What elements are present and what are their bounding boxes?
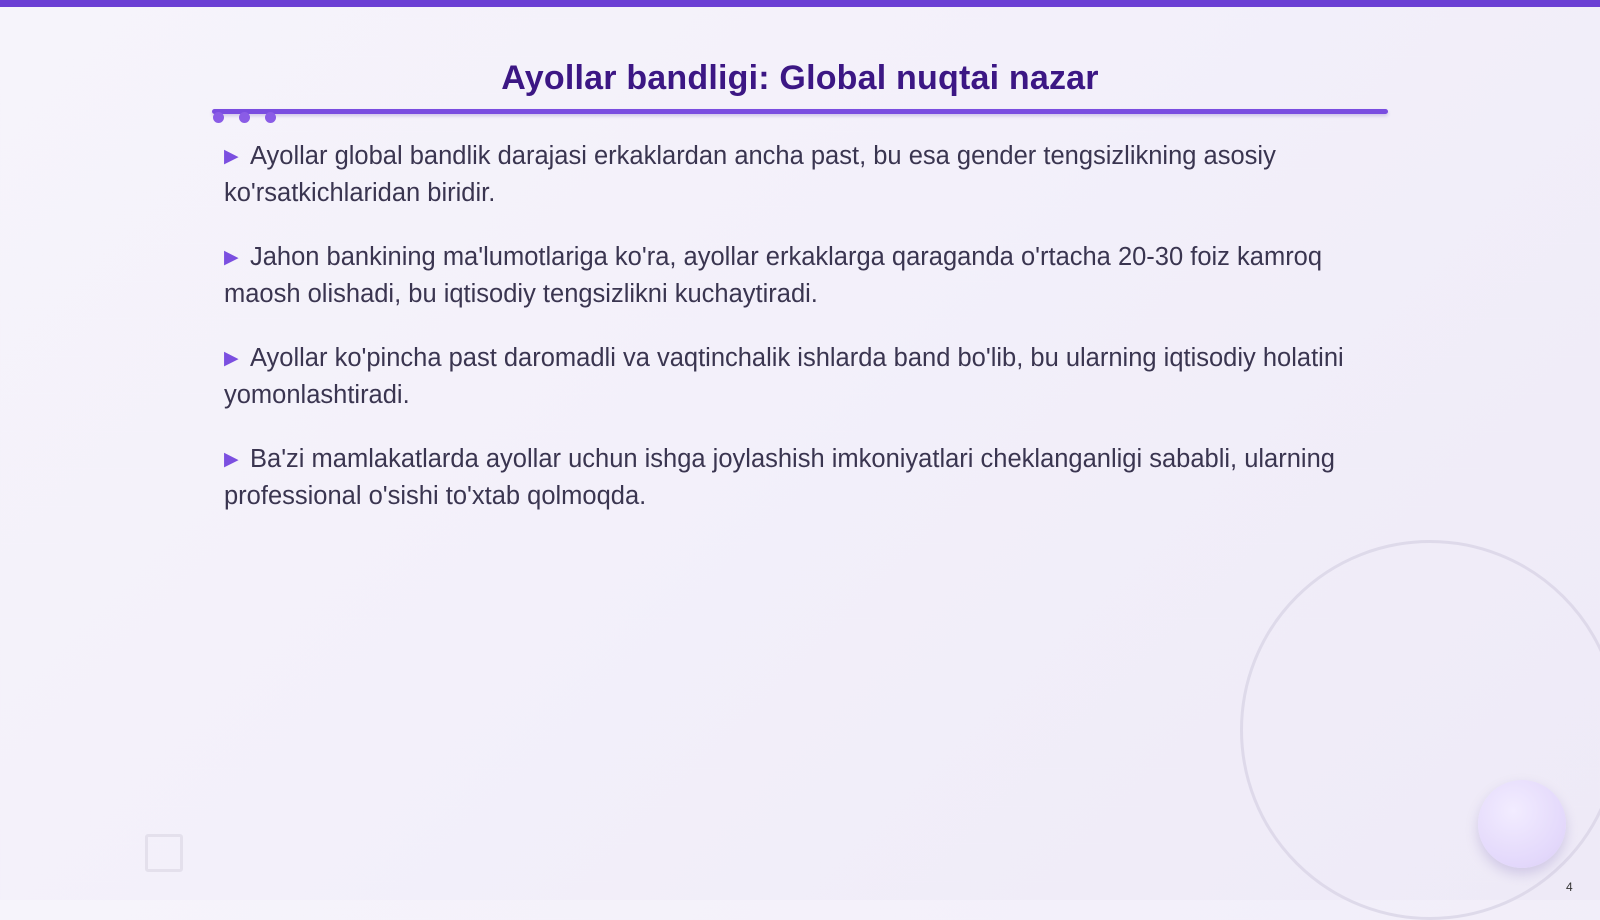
bullet-list — [224, 138, 1364, 542]
bullet-text: Ayollar ko'pincha past daromadli va vaqtinchalik ishlarda band bo'lib, bu ularning iqtisodiy holatini yomonlashtiradi. — [224, 344, 1344, 409]
slide-title: Ayollar bandligi: Global nuqtai nazar — [501, 59, 1099, 97]
bullet-text: Ayollar global bandlik darajasi erkaklardan ancha past, bu esa gender tengsizlikning asosiy ko'rsatkichlaridan biridir. — [224, 142, 1276, 207]
bullet-item — [224, 138, 1364, 212]
title-underline — [212, 109, 1388, 114]
decorative-square — [145, 834, 183, 872]
triangle-right-icon: ▶ — [224, 348, 239, 369]
decorative-circle-outline — [1240, 540, 1600, 920]
bullet-item — [224, 340, 1364, 414]
decorative-dot — [265, 112, 276, 123]
decorative-dot — [213, 112, 224, 123]
triangle-right-icon: ▶ — [224, 146, 239, 167]
bullet-item — [224, 239, 1364, 313]
bullet-text: Jahon bankining ma'lumotlariga ko'ra, ayollar erkaklarga qaraganda o'rtacha 20-30 foiz kamroq maosh olishadi, bu iqtisodiy tengsizlikni kuchaytiradi. — [224, 243, 1323, 308]
decorative-circle-filled — [1478, 780, 1566, 868]
triangle-right-icon: ▶ — [224, 247, 239, 268]
page-number: 4 — [1566, 880, 1573, 894]
triangle-right-icon: ▶ — [224, 449, 239, 470]
bullet-item — [224, 441, 1364, 515]
top-accent-bar — [0, 0, 1600, 7]
bullet-text: Ba'zi mamlakatlarda ayollar uchun ishga joylashish imkoniyatlari cheklanganligi sababli, ularning professional o'sishi to'xtab qolmoqda. — [224, 445, 1335, 510]
decorative-dot — [239, 112, 250, 123]
